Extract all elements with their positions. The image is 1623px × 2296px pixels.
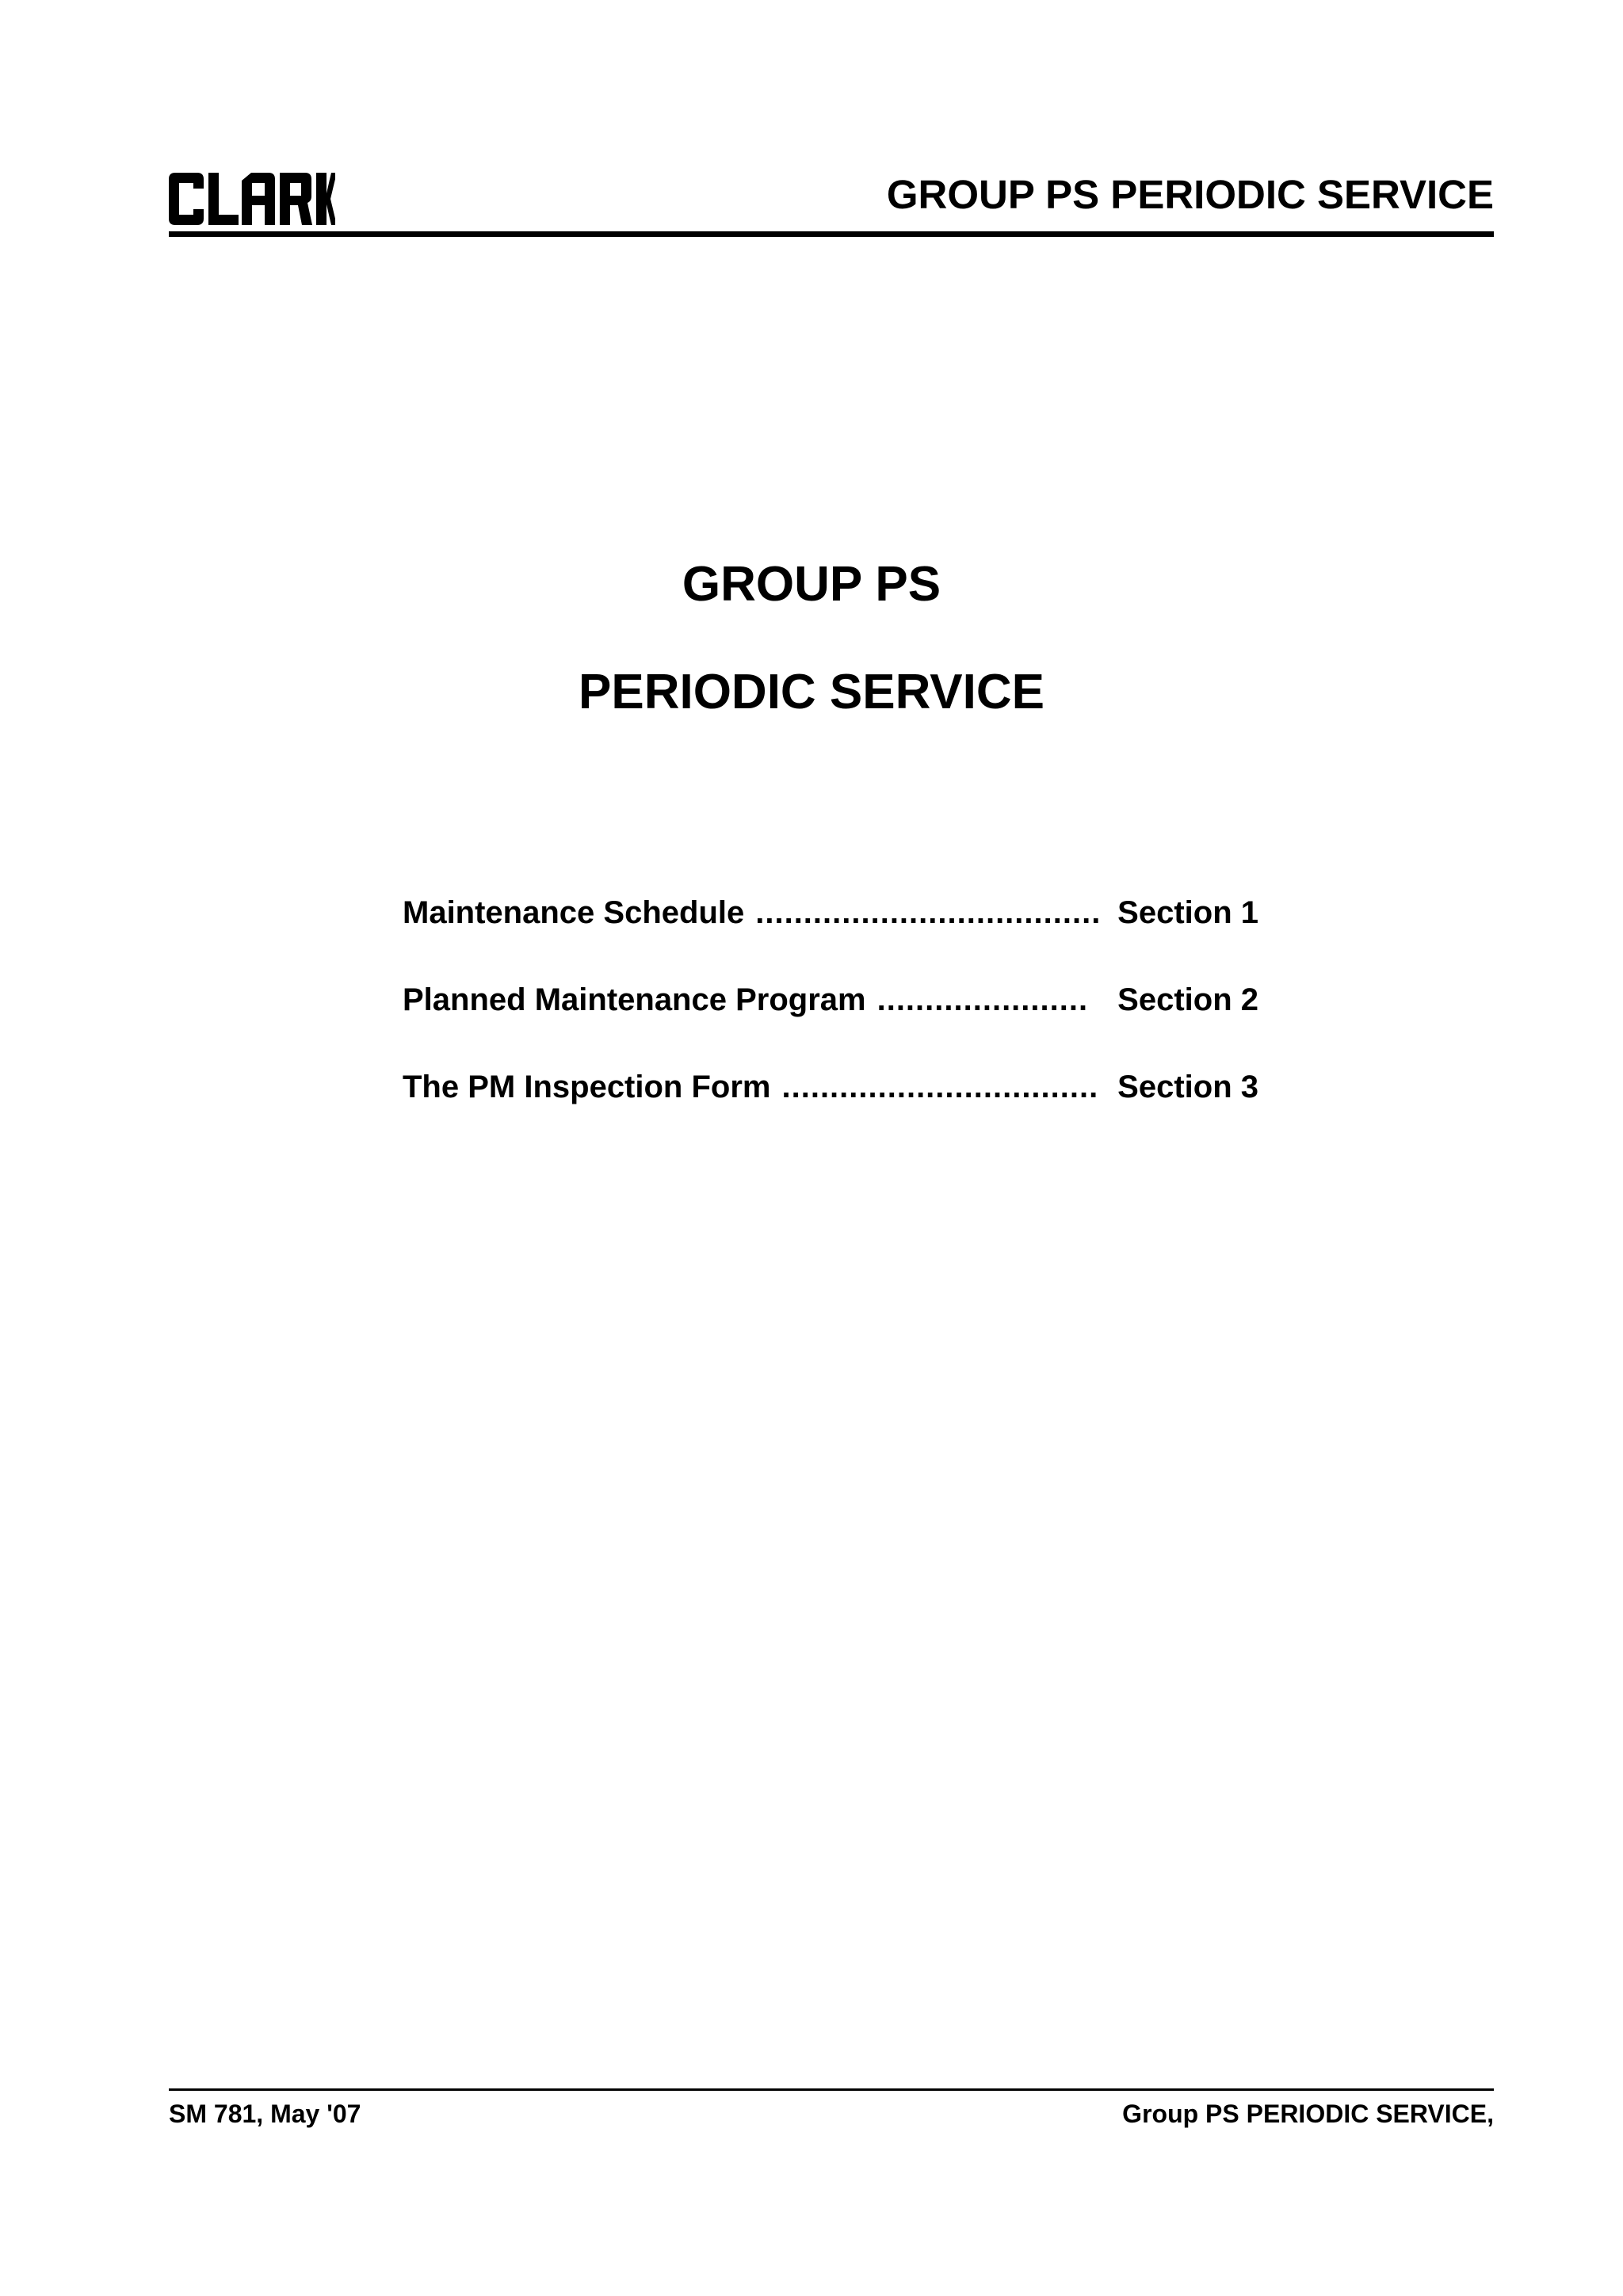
toc-item-section: Section 3 xyxy=(1117,1070,1258,1104)
toc-leader-dots: ................................. xyxy=(781,1070,1099,1104)
table-of-contents xyxy=(403,895,1258,1157)
toc-leader-dots: ...................... xyxy=(876,982,1089,1017)
footer-document-id: SM 781, May '07 xyxy=(169,2100,361,2128)
page-header xyxy=(169,166,1494,238)
toc-item-title: Maintenance Schedule xyxy=(403,895,745,930)
toc-item-pm-inspection-form[interactable] xyxy=(403,1070,1258,1157)
toc-leader-dots: .................................... xyxy=(755,895,1102,930)
toc-item-title: Planned Maintenance Program xyxy=(403,982,866,1017)
toc-item-section: Section 1 xyxy=(1117,895,1258,930)
header-divider xyxy=(169,231,1494,237)
footer-divider xyxy=(169,2088,1494,2091)
toc-item-maintenance-schedule[interactable] xyxy=(403,895,1258,982)
footer-group-title: Group PS PERIODIC SERVICE, xyxy=(1122,2100,1494,2128)
clark-logo xyxy=(169,173,335,225)
header-title: GROUP PS PERIODIC SERVICE xyxy=(886,172,1494,217)
page-subtitle: PERIODIC SERVICE xyxy=(578,665,1044,719)
page-title: GROUP PS xyxy=(682,557,941,612)
toc-item-title: The PM Inspection Form xyxy=(403,1070,771,1104)
toc-item-planned-maintenance-program[interactable] xyxy=(403,982,1258,1070)
toc-item-section: Section 2 xyxy=(1117,982,1258,1017)
